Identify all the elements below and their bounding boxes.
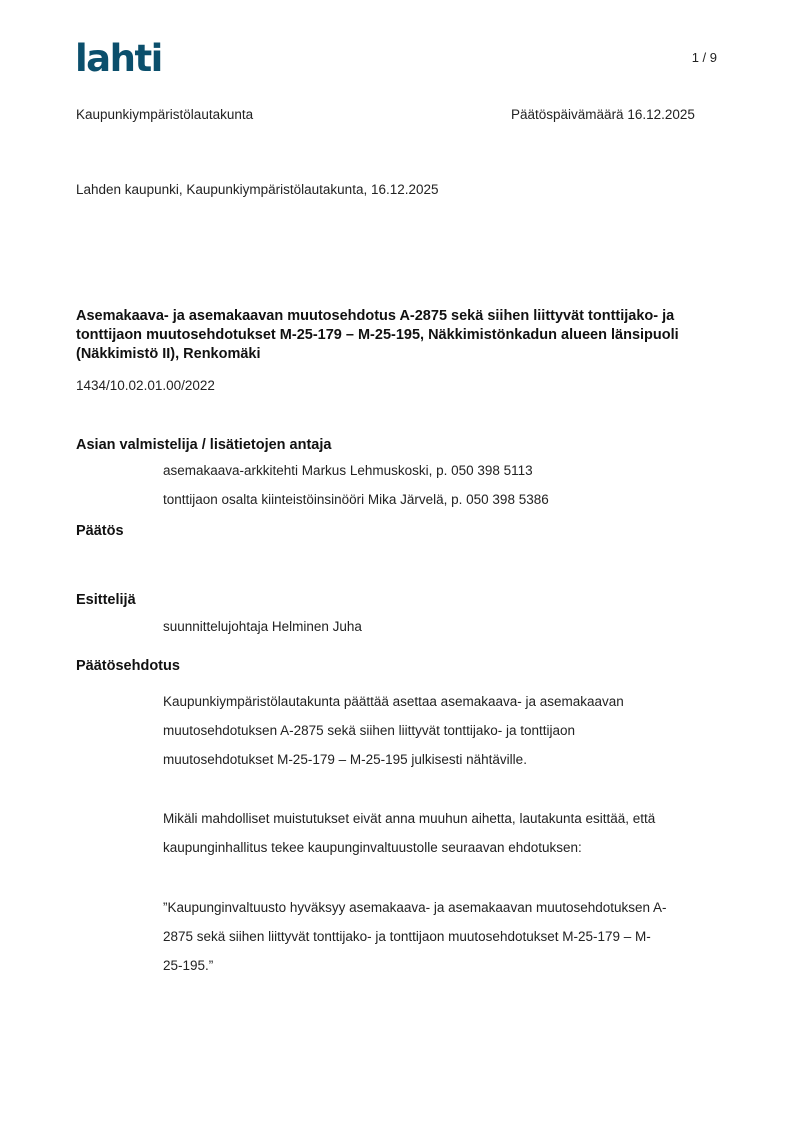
preparer-line: asemakaava-arkkitehti Markus Lehmuskoski, p. 050 398 5113 bbox=[163, 463, 533, 478]
proposal-heading: Päätösehdotus bbox=[76, 658, 180, 674]
decision-date: Päätöspäivämäärä 16.12.2025 bbox=[511, 107, 695, 122]
paragraph-line: muutosehdotukset M-25-179 – M-25-195 julkisesti nähtäville. bbox=[163, 752, 527, 767]
presenter-heading: Esittelijä bbox=[76, 592, 136, 608]
preparer-heading: Asian valmistelija / lisätietojen antaja bbox=[76, 437, 332, 453]
title-line: Asemakaava- ja asemakaavan muutosehdotus A-2875 sekä siihen liittyvät tonttijako- ja bbox=[76, 308, 675, 324]
proposal-paragraph-3 bbox=[163, 893, 723, 980]
title-line: tonttijaon muutosehdotukset M-25-179 – M-25-195, Näkkimistönkadun alueen länsipuoli bbox=[76, 327, 679, 343]
title-line: (Näkkimistö II), Renkomäki bbox=[76, 346, 261, 362]
page-number: 1 / 9 bbox=[691, 50, 717, 65]
meta-line: Lahden kaupunki, Kaupunkiympäristölautakunta, 16.12.2025 bbox=[76, 182, 439, 197]
paragraph-line: ”Kaupunginvaltuusto hyväksyy asemakaava- ja asemakaavan muutosehdotuksen A- bbox=[163, 900, 667, 915]
preparer-line: tonttijaon osalta kiinteistöinsinööri Mika Järvelä, p. 050 398 5386 bbox=[163, 492, 549, 507]
paragraph-line: Mikäli mahdolliset muistutukset eivät anna muuhun aihetta, lautakunta esittää, että bbox=[163, 811, 656, 826]
presenter-line: suunnittelujohtaja Helminen Juha bbox=[163, 619, 362, 634]
paragraph-line: Kaupunkiympäristölautakunta päättää asettaa asemakaava- ja asemakaavan bbox=[163, 694, 624, 709]
lahti-logo: lahti bbox=[75, 37, 162, 80]
decision-heading: Päätös bbox=[76, 523, 124, 539]
proposal-paragraph-1 bbox=[163, 687, 723, 774]
paragraph-line: 25-195.” bbox=[163, 958, 214, 973]
paragraph-line: kaupunginhallitus tekee kaupunginvaltuustolle seuraavan ehdotuksen: bbox=[163, 840, 582, 855]
board-name: Kaupunkiympäristölautakunta bbox=[76, 107, 254, 122]
case-number: 1434/10.02.01.00/2022 bbox=[76, 378, 215, 393]
document-title bbox=[76, 307, 726, 364]
paragraph-line: muutosehdotuksen A-2875 sekä siihen liittyvät tonttijako- ja tonttijaon bbox=[163, 723, 575, 738]
proposal-paragraph-2 bbox=[163, 804, 723, 862]
paragraph-line: 2875 sekä siihen liittyvät tonttijako- ja tonttijaon muutosehdotukset M-25-179 – M- bbox=[163, 929, 651, 944]
